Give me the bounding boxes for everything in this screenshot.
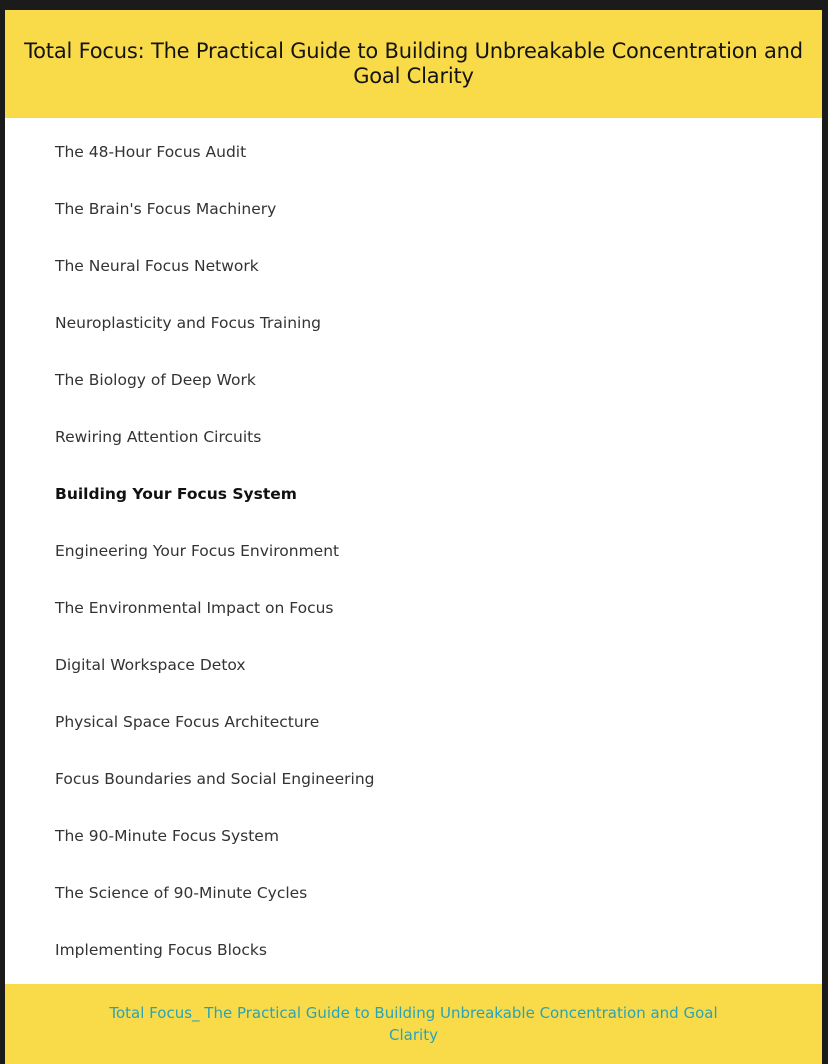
toc-item[interactable]: Engineering Your Focus Environment [55, 542, 340, 560]
toc-item[interactable]: The Environmental Impact on Focus [55, 599, 334, 617]
page-title: Total Focus: The Practical Guide to Building Unbreakable Concentration and Goal Clarity [24, 39, 803, 88]
toc-item[interactable]: The 48-Hour Focus Audit [55, 143, 247, 161]
toc-item[interactable]: Neuroplasticity and Focus Training [55, 314, 322, 332]
document-page [5, 10, 822, 1064]
toc-item[interactable]: The Brain's Focus Machinery [55, 200, 277, 218]
footer-banner [5, 984, 822, 1064]
title-banner [5, 10, 822, 118]
toc-item[interactable]: Implementing Focus Blocks [55, 941, 267, 959]
toc-section-heading[interactable]: Building Your Focus System [55, 485, 297, 503]
toc-item[interactable]: Focus Boundaries and Social Engineering [55, 770, 375, 788]
footer-title-link[interactable]: Total Focus_ The Practical Guide to Building Unbreakable Concentration and Goal Clarity [109, 1004, 718, 1044]
toc-item[interactable]: The 90-Minute Focus System [55, 827, 279, 845]
toc-item[interactable]: The Neural Focus Network [55, 257, 259, 275]
toc-item[interactable]: Physical Space Focus Architecture [55, 713, 320, 731]
toc-item[interactable]: The Science of 90-Minute Cycles [55, 884, 308, 902]
toc-item[interactable]: The Biology of Deep Work [55, 371, 256, 389]
toc-item[interactable]: Rewiring Attention Circuits [55, 428, 262, 446]
toc-item[interactable]: Digital Workspace Detox [55, 656, 246, 674]
